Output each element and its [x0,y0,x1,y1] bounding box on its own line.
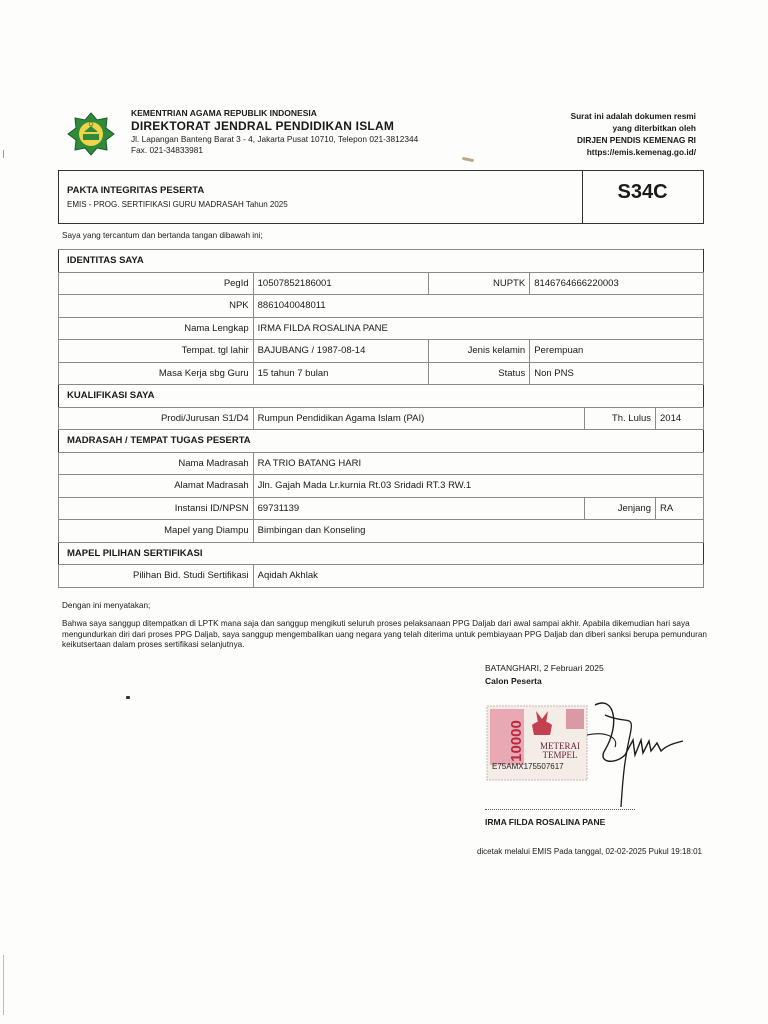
table-row [59,565,704,588]
statement-heading: Dengan ini menyatakan; [62,601,151,610]
prodi-value: Rumpun Pendidikan Agama Islam (PAI) [253,407,584,430]
official-document-note [571,110,696,158]
alamat-madrasah-label: Alamat Madrasah [59,475,254,498]
mapel-diampu-value: Bimbingan dan Konseling [253,520,703,543]
status-label: Status [429,362,530,385]
institution-address: Jl. Lapangan Banteng Barat 3 - 4, Jakarta Pusat 10710, Telepon 021-3812344 [131,134,419,144]
institution-fax: Fax. 021-34833981 [131,145,203,155]
place-date: BATANGHARI, 2 Februari 2025 [485,663,604,673]
handwritten-signature-icon [575,695,685,810]
tahun-lulus-value: 2014 [656,407,704,430]
statement-body: Bahwa saya sanggup ditempatkan di LPTK mana saja dan sanggup mengikuti seluruh proses pelaksanaan PPG Daljab dari awal sampai akhir. Apabila dikemudian hari saya mengundurkan diri dari proses PPG Daljab, saya sanggup mengembalikan uang negara yang telah diterima untuk pembiayaan PPG Daljab dan diberi sanksi berupa pemunduran keikutsertaan dalam proses sertifikasi selanjutnya. [62,619,707,649]
institution-block [131,108,418,156]
jenis-kelamin-label: Jenis kelamin [429,340,530,363]
table-row [59,452,704,475]
section-row [59,250,704,273]
section-identitas: IDENTITAS SAYA [59,250,704,273]
paper-mark [462,157,474,162]
nama-madrasah-value: RA TRIO BATANG HARI [253,452,703,475]
table-row [59,407,704,430]
bidang-studi-label: Pilihan Bid. Studi Sertifikasi [59,565,254,588]
table-row [59,272,704,295]
jenis-kelamin-value: Perempuan [530,340,704,363]
status-value: Non PNS [530,362,704,385]
pakta-subtitle: EMIS - PROG. SERTIFIKASI GURU MADRASAH Tahun 2025 [67,200,288,209]
masa-kerja-label: Masa Kerja sbg Guru [59,362,254,385]
nama-value: IRMA FILDA ROSALINA PANE [253,317,703,340]
section-row [59,542,704,565]
jenjang-label: Jenjang [585,497,656,520]
note-line-4: https://emis.kemenag.go.id/ [586,147,696,157]
stamp-text-1: METERAI [540,741,580,751]
directorate-name: DIREKTORAT JENDRAL PENDIDIKAN ISLAM [131,119,395,133]
bidang-studi-value: Aqidah Akhlak [253,565,703,588]
paper-speck [126,696,130,699]
stamp-value: 10000 [508,720,525,762]
paper-edge-mark [3,955,4,1015]
pakta-title: PAKTA INTEGRITAS PESERTA [67,185,205,196]
nama-label: Nama Lengkap [59,317,254,340]
table-row [59,362,704,385]
ttl-value: BAJUBANG / 1987-08-14 [253,340,429,363]
section-madrasah: MADRASAH / TEMPAT TUGAS PESERTA [59,430,704,453]
masa-kerja-value: 15 tahun 7 bulan [253,362,429,385]
pakta-header-box [58,170,704,224]
table-row [59,497,704,520]
kemenag-logo-icon [66,112,116,156]
table-row [59,295,704,318]
table-row [59,340,704,363]
section-mapel-pilihan: MAPEL PILIHAN SERTIFIKASI [59,542,704,565]
stamp-serial: E75AMX175507617 [492,762,564,771]
paper-edge-mark [3,150,4,158]
nuptk-label: NUPTK [429,272,530,295]
nuptk-value: 8146764666220003 [530,272,704,295]
nama-madrasah-label: Nama Madrasah [59,452,254,475]
alamat-madrasah-value: Jln. Gajah Mada Lr.kurnia Rt.03 Sridadi RT.3 RW.1 [253,475,703,498]
pegid-label: PegId [59,272,254,295]
ministry-name: KEMENTRIAN AGAMA REPUBLIK INDONESIA [131,108,317,118]
pegid-value: 10507852186001 [253,272,429,295]
print-timestamp: dicetak melalui EMIS Pada tanggal, 02-02-2025 Pukul 19:18:01 [476,847,702,856]
section-row [59,385,704,408]
stamp-text-2: TEMPEL [542,750,578,760]
section-row [59,430,704,453]
instansi-label: Instansi ID/NPSN [59,497,254,520]
participant-form [58,249,704,588]
ttl-label: Tempat. tgl lahir [59,340,254,363]
table-row [59,317,704,340]
signature-line [485,809,635,810]
table-row [59,520,704,543]
materai-stamp-icon [486,705,588,781]
npk-value: 8861040048011 [253,295,703,318]
section-kualifikasi: KUALIFIKASI SAYA [59,385,704,408]
instansi-value: 69731139 [253,497,584,520]
note-line-3: DIRJEN PENDIS KEMENAG RI [577,135,696,145]
note-line-2: yang diterbitkan oleh [612,123,696,133]
npk-label: NPK [59,295,254,318]
signer-name: IRMA FILDA ROSALINA PANE [485,817,606,827]
participant-code: S34C [617,181,668,203]
signer-role: Calon Peserta [485,676,542,686]
jenjang-value: RA [656,497,704,520]
tahun-lulus-label: Th. Lulus [585,407,656,430]
prodi-label: Prodi/Jurusan S1/D4 [59,407,254,430]
intro-text: Saya yang tercantum dan bertanda tangan dibawah ini; [62,231,263,240]
note-line-1: Surat ini adalah dokumen resmi [570,111,696,121]
mapel-diampu-label: Mapel yang Diampu [59,520,254,543]
table-row [59,475,704,498]
